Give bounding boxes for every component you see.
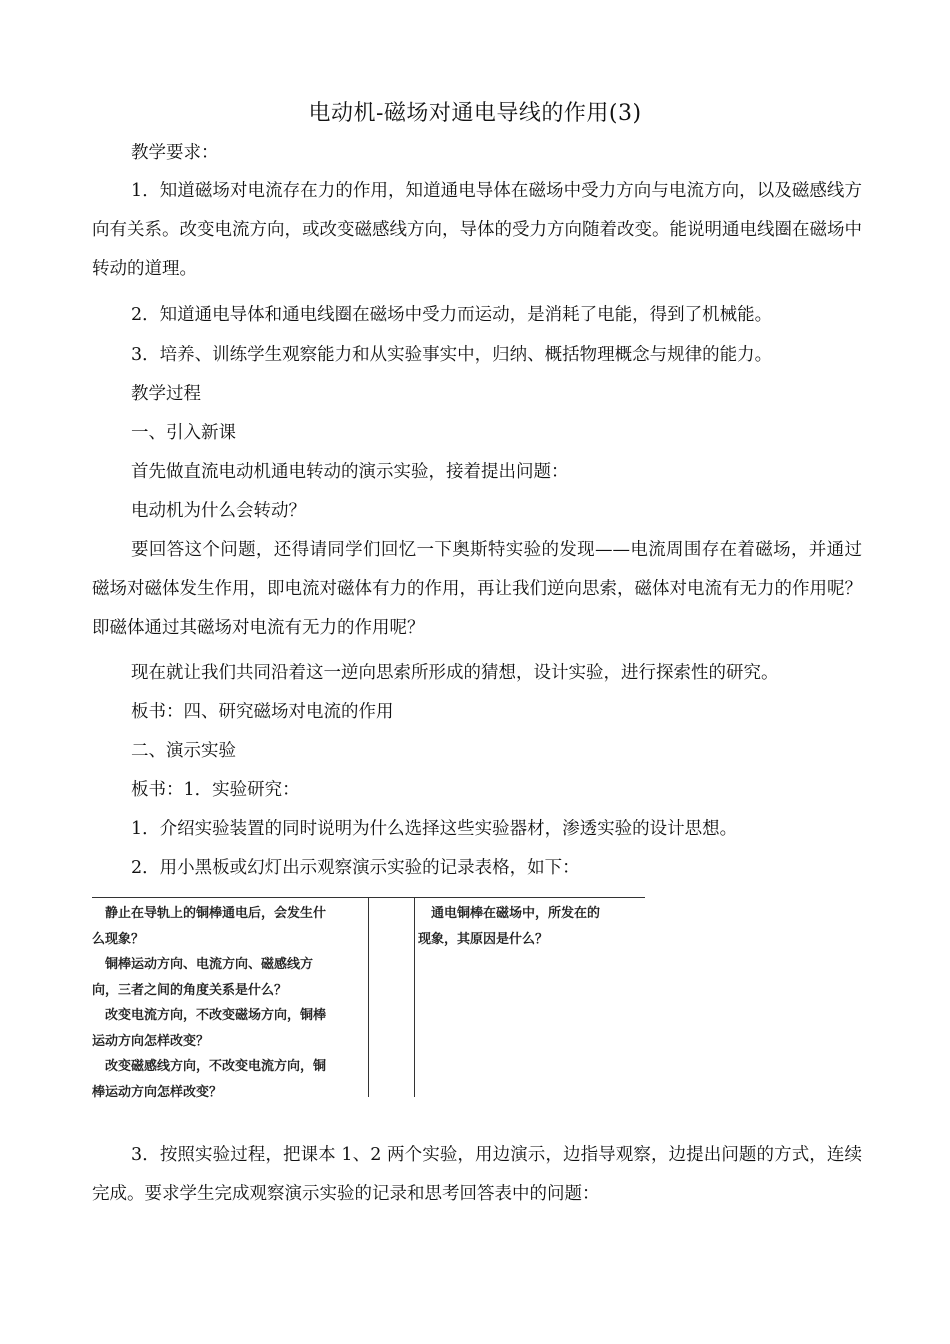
- table-left-line: 么现象？: [92, 931, 145, 947]
- part1-explanation: 要回答这个问题，还得请同学们回忆一下奥斯特实验的发现——电流周围存在着磁场，并通过磁场对磁体发生作用，即电流对磁体有力的作用，再让我们逆向思索，磁体对电流有无力的作用呢？即磁体通过其磁场对电流有无力的作用呢？: [92, 540, 862, 638]
- part2-heading: 二、演示实验: [131, 741, 236, 761]
- part1-heading: 一、引入新课: [131, 423, 236, 443]
- table-right-cell: [418, 901, 646, 952]
- requirement-1: 1．知道磁场对电流存在力的作用，知道通电导体在磁场中受力方向与电流方向，以及磁感线方向有关系。改变电流方向，或改变磁感线方向，导体的受力方向随着改变。能说明通电线圈在磁场中转动的道理。: [92, 181, 862, 279]
- requirement-3: 3．培养、训练学生观察能力和从实验事实中，归纳、概括物理概念与规律的能力。: [131, 345, 773, 365]
- board-note-2: 板书：1．实验研究：: [131, 780, 300, 800]
- table-divider-right: [414, 897, 415, 1097]
- table-left-line: 静止在导轨上的铜棒通电后，会发生什: [92, 906, 327, 921]
- table-left-line: 改变电流方向，不改变磁场方向，铜棒: [92, 1008, 327, 1023]
- part1-intro: 首先做直流电动机通电转动的演示实验，接着提出问题：: [131, 462, 569, 482]
- step-3: 3．按照实验过程，把课本 1、2 两个实验，用边演示，边指导观察，边提出问题的方式，连续完成。要求学生完成观察演示实验的记录和思考回答表中的问题：: [92, 1145, 862, 1204]
- part1-conclusion: 现在就让我们共同沿着这一逆向思索所形成的猜想，设计实验，进行探索性的研究。: [131, 663, 779, 683]
- section-teaching-process: 教学过程: [131, 384, 201, 404]
- table-divider-left: [368, 897, 369, 1097]
- table-left-cell: [92, 901, 364, 1105]
- step-1: 1．介绍实验装置的同时说明为什么选择这些实验器材，渗透实验的设计思想。: [131, 819, 738, 839]
- table-left-line: 运动方向怎样改变？: [92, 1033, 210, 1049]
- step-2: 2．用小黑板或幻灯出示观察演示实验的记录表格，如下：: [131, 858, 580, 878]
- table-left-line: 向，三者之间的角度关系是什么？: [92, 982, 288, 998]
- table-left-line: 改变磁感线方向，不改变电流方向，铜: [92, 1059, 327, 1074]
- table-left-line: 棒运动方向怎样改变？: [92, 1084, 223, 1100]
- board-note-1: 板书：四、研究磁场对电流的作用: [131, 702, 394, 722]
- part1-question: 电动机为什么会转动？: [131, 501, 306, 521]
- requirement-2: 2．知道通电导体和通电线圈在磁场中受力而运动，是消耗了电能，得到了机械能。: [131, 305, 773, 325]
- table-left-line: 铜棒运动方向、电流方向、磁感线方: [92, 957, 314, 972]
- document-title: 电动机-磁场对通电导线的作用(3): [308, 101, 642, 126]
- record-table: [92, 897, 645, 1100]
- table-right-line: 现象，其原因是什么？: [418, 931, 549, 947]
- table-right-line: 通电铜棒在磁场中，所发在的: [418, 906, 601, 921]
- section-teaching-requirements: 教学要求：: [131, 143, 219, 163]
